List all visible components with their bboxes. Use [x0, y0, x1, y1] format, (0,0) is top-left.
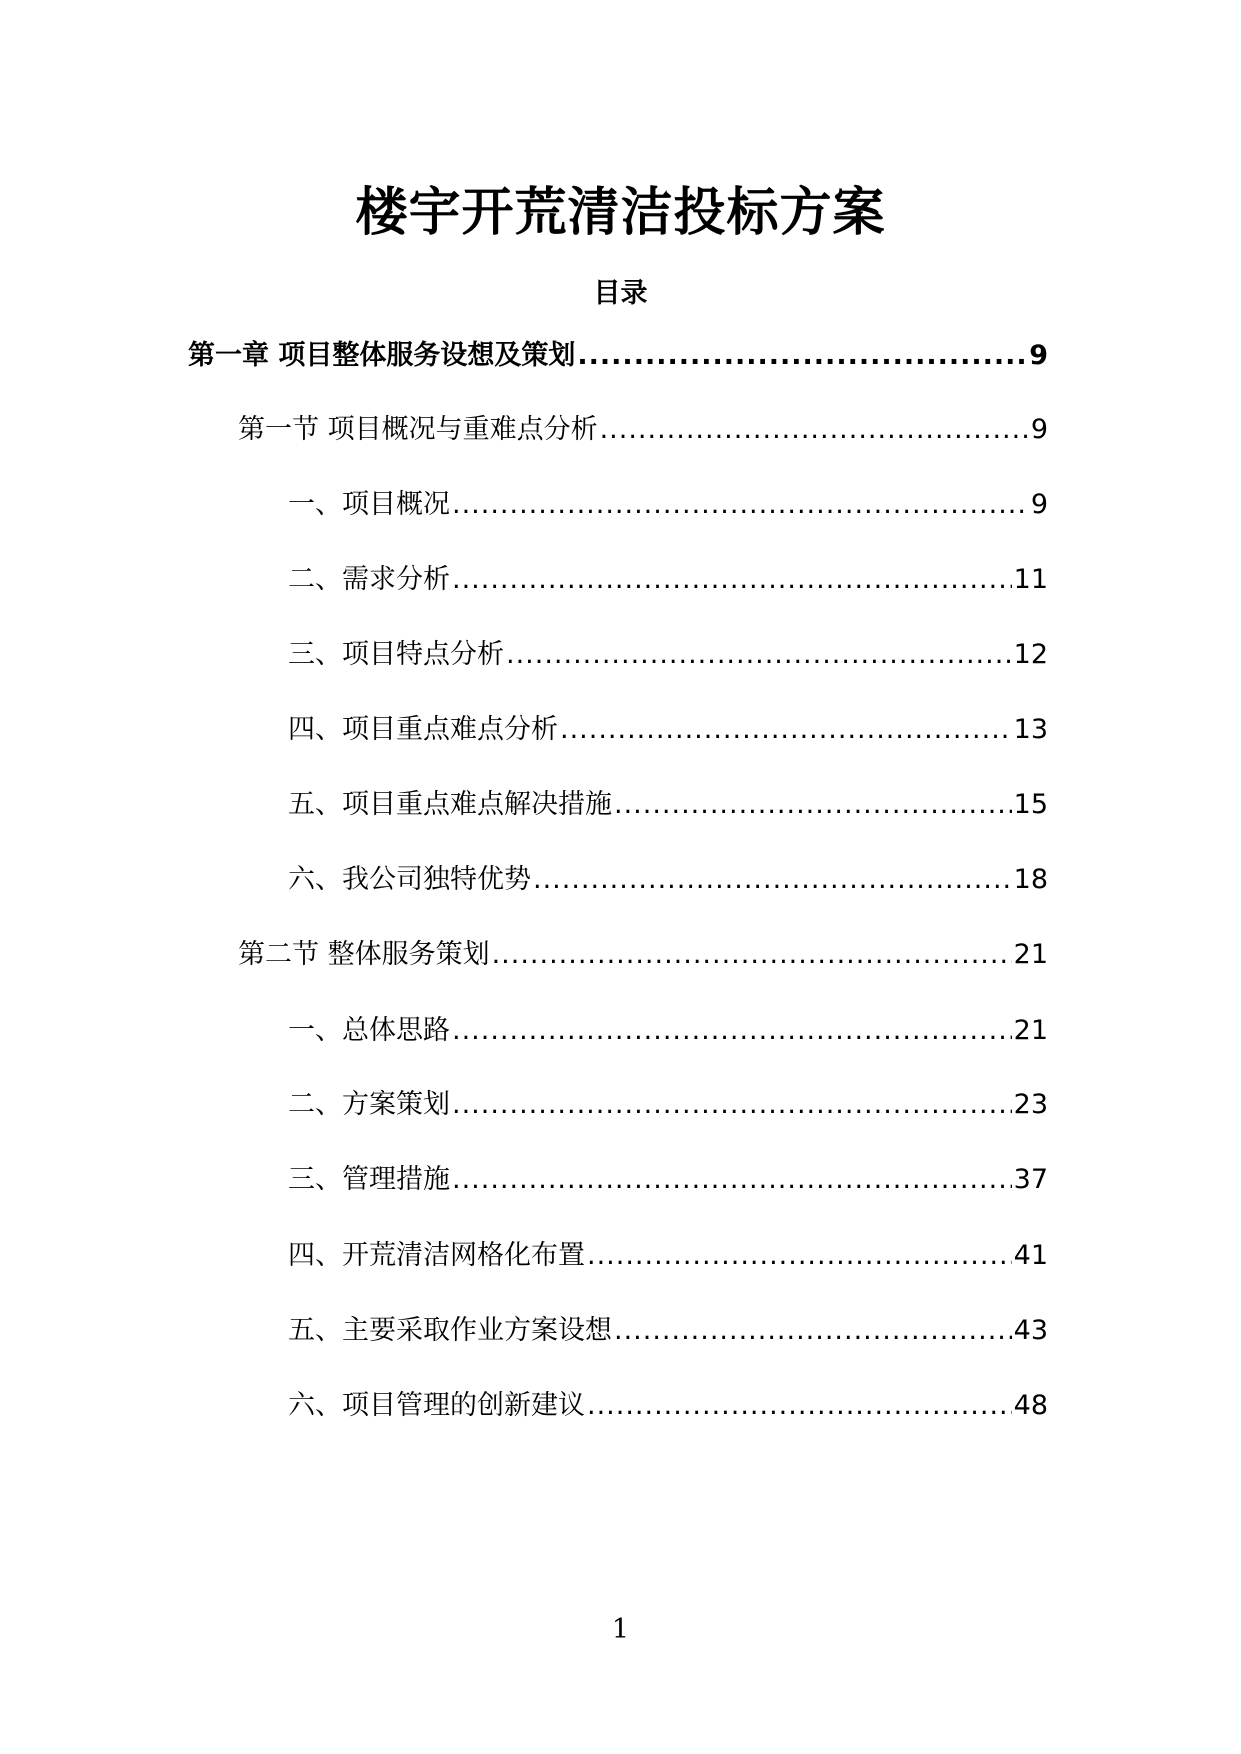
- toc-dot-leader: [577, 336, 1027, 376]
- toc-entry-label: 三、管理措施: [288, 1164, 450, 1195]
- toc-entry-item[interactable]: [288, 1160, 1048, 1200]
- toc-entry-page: 11: [1013, 564, 1048, 595]
- toc-entry-item[interactable]: [288, 710, 1048, 750]
- toc-entry-label: 六、项目管理的创新建议: [288, 1390, 585, 1421]
- toc-entry-section-2[interactable]: [238, 935, 1048, 975]
- toc-entry-item[interactable]: [288, 785, 1048, 825]
- toc-entry-page: 48: [1013, 1390, 1048, 1421]
- toc-entry-page: 37: [1013, 1164, 1048, 1195]
- toc-entry-item[interactable]: [288, 1011, 1048, 1051]
- toc-dot-leader: [600, 410, 1029, 450]
- toc-entry-item[interactable]: [288, 1236, 1048, 1276]
- toc-entry-label: 六、我公司独特优势: [288, 864, 531, 895]
- toc-entry-item[interactable]: [288, 1311, 1048, 1351]
- toc-entry-label: 四、开荒清洁网格化布置: [288, 1240, 585, 1271]
- toc-entry-page: 23: [1013, 1089, 1048, 1120]
- toc-entry-label: 一、总体思路: [288, 1015, 450, 1046]
- toc-entry-page: 18: [1013, 864, 1048, 895]
- toc-entry-chapter-1[interactable]: [188, 336, 1048, 376]
- toc-entry-item[interactable]: [288, 860, 1048, 900]
- toc-entry-page: 9: [1030, 414, 1048, 445]
- toc-dot-leader: [560, 710, 1012, 750]
- page-number: 1: [611, 1614, 630, 1645]
- document-title: 楼宇开荒清洁投标方案: [355, 183, 886, 243]
- toc-entry-label: 五、项目重点难点解决措施: [288, 789, 612, 820]
- toc-entry-page: 9: [1029, 340, 1048, 371]
- toc-dot-leader: [452, 485, 1029, 525]
- toc-entry-section-1[interactable]: [238, 410, 1048, 450]
- toc-entry-label: 第一节 项目概况与重难点分析: [238, 414, 598, 445]
- toc-dot-leader: [587, 1236, 1012, 1276]
- toc-entry-label: 四、项目重点难点分析: [288, 714, 558, 745]
- toc-entry-page: 21: [1013, 939, 1048, 970]
- toc-entry-page: 12: [1013, 639, 1048, 670]
- toc-entry-label: 第二节 整体服务策划: [238, 939, 490, 970]
- toc-entry-item[interactable]: [288, 1085, 1048, 1125]
- toc-entry-page: 43: [1013, 1315, 1048, 1346]
- toc-dot-leader: [492, 935, 1012, 975]
- toc-entry-item[interactable]: [288, 485, 1048, 525]
- toc-entry-page: 41: [1013, 1240, 1048, 1271]
- toc-entry-label: 五、主要采取作业方案设想: [288, 1315, 612, 1346]
- toc-entry-label: 第一章 项目整体服务设想及策划: [188, 340, 576, 371]
- toc-dot-leader: [452, 1011, 1012, 1051]
- toc-heading: 目录: [593, 278, 648, 309]
- toc-entry-item[interactable]: [288, 560, 1048, 600]
- toc-entry-page: 15: [1013, 789, 1048, 820]
- toc-entry-label: 一、项目概况: [288, 489, 450, 520]
- toc-dot-leader: [506, 635, 1012, 675]
- toc-dot-leader: [587, 1386, 1012, 1426]
- toc-dot-leader: [614, 1311, 1012, 1351]
- toc-entry-page: 13: [1013, 714, 1048, 745]
- toc-dot-leader: [452, 560, 1012, 600]
- toc-dot-leader: [533, 860, 1012, 900]
- toc-entry-item[interactable]: [288, 1386, 1048, 1426]
- toc-entry-page: 21: [1013, 1015, 1048, 1046]
- toc-entry-label: 二、需求分析: [288, 564, 450, 595]
- toc-entry-item[interactable]: [288, 635, 1048, 675]
- toc-dot-leader: [452, 1160, 1012, 1200]
- toc-dot-leader: [452, 1085, 1012, 1125]
- toc-entry-page: 9: [1030, 489, 1048, 520]
- toc-dot-leader: [614, 785, 1012, 825]
- toc-entry-label: 三、项目特点分析: [288, 639, 504, 670]
- toc-entry-label: 二、方案策划: [288, 1089, 450, 1120]
